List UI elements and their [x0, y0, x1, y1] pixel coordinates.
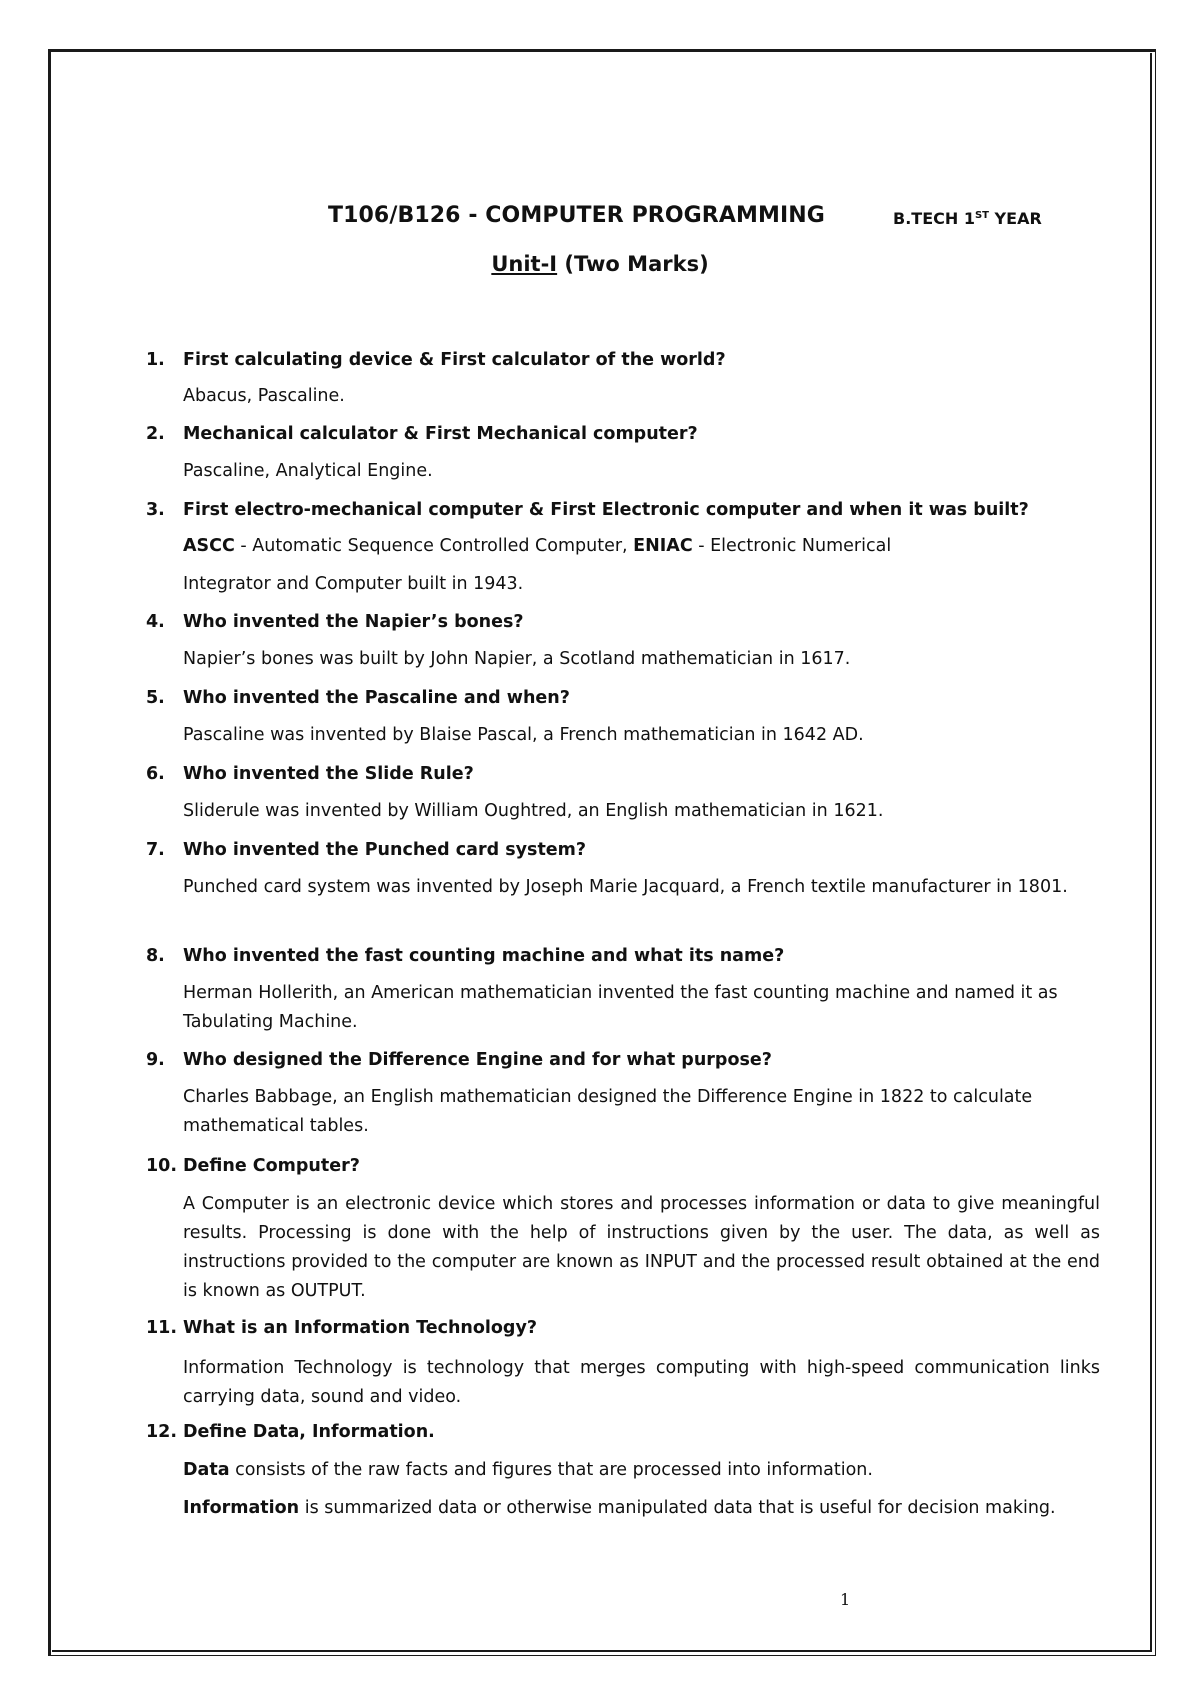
question-text: Mechanical calculator & First Mechanical computer? — [183, 424, 698, 444]
question-4 — [146, 612, 524, 632]
question-9 — [146, 1050, 772, 1070]
unit-label: Unit-I — [491, 252, 558, 276]
question-8 — [146, 946, 784, 966]
question-number: 6. — [146, 764, 165, 784]
question-number: 12. — [146, 1422, 178, 1442]
question-number: 8. — [146, 946, 165, 966]
question-text: First electro-mechanical computer & First Electronic computer and when it was built? — [183, 500, 1029, 520]
question-text: Define Computer? — [183, 1156, 360, 1176]
question-number: 1. — [146, 350, 165, 370]
course-title: T106/B126 - COMPUTER PROGRAMMING — [328, 203, 825, 228]
question-6 — [146, 764, 474, 784]
answer-3-line-2: Integrator and Computer built in 1943. — [183, 574, 524, 594]
answer-text: - Electronic Numerical — [692, 536, 892, 556]
question-number: 5. — [146, 688, 165, 708]
question-number: 7. — [146, 840, 165, 860]
question-number: 4. — [146, 612, 165, 632]
question-number: 10. — [146, 1156, 178, 1176]
answer-term: Information — [183, 1498, 300, 1518]
question-1 — [146, 350, 726, 370]
question-11 — [146, 1318, 537, 1338]
unit-suffix: (Two Marks) — [557, 252, 709, 276]
question-text: Who invented the Slide Rule? — [183, 764, 474, 784]
answer-11: Information Technology is technology that merges computing with high-speed communication links carrying data, sound and video. — [183, 1358, 1100, 1407]
question-text: Who invented the Pascaline and when? — [183, 688, 570, 708]
page-number: 1 — [840, 1590, 851, 1609]
answer-10: A Computer is an electronic device which stores and processes information or data to give meaningful results. Processing is done with the help of instructions given by the user. The data, as well as instructions provided to the computer are known as INPUT and the processed result obtained at the end is known as OUTPUT. — [183, 1194, 1100, 1301]
year-prefix: B.TECH 1 — [893, 209, 975, 228]
question-text: Who invented the Punched card system? — [183, 840, 587, 860]
question-number: 9. — [146, 1050, 165, 1070]
answer-text: is summarized data or otherwise manipulated data that is useful for decision making. — [299, 1498, 1056, 1518]
answer-term: ASCC — [183, 536, 235, 556]
answer-12-information — [183, 1494, 1100, 1523]
answer-12-data — [183, 1456, 1100, 1485]
question-number: 2. — [146, 424, 165, 444]
question-text: Who invented the fast counting machine and what its name? — [183, 946, 785, 966]
answer-3 — [183, 532, 1100, 561]
answer-2: Pascaline, Analytical Engine. — [183, 461, 433, 481]
question-text: What is an Information Technology? — [183, 1318, 538, 1338]
answer-text: consists of the raw facts and figures that are processed into information. — [229, 1460, 873, 1480]
question-text: Who invented the Napier’s bones? — [183, 612, 524, 632]
year-superscript: ST — [974, 210, 989, 221]
answer-4: Napier’s bones was built by John Napier, a Scotland mathematician in 1617. — [183, 649, 851, 669]
question-number: 3. — [146, 500, 165, 520]
answer-9: Charles Babbage, an English mathematician designed the Difference Engine in 1822 to calculate mathematical tables. — [183, 1087, 1033, 1136]
question-2 — [146, 424, 698, 444]
answer-1: Abacus, Pascaline. — [183, 386, 345, 406]
question-3 — [146, 500, 1029, 520]
answer-term: Data — [183, 1460, 230, 1480]
answer-term: ENIAC — [633, 536, 693, 556]
answer-5: Pascaline was invented by Blaise Pascal, a French mathematician in 1642 AD. — [183, 725, 864, 745]
question-5 — [146, 688, 570, 708]
question-text: First calculating device & First calculator of the world? — [183, 350, 726, 370]
year-suffix: YEAR — [988, 209, 1042, 228]
question-text: Who designed the Difference Engine and for what purpose? — [183, 1050, 772, 1070]
question-12 — [146, 1422, 435, 1442]
question-text: Define Data, Information. — [183, 1422, 435, 1442]
answer-text: - Automatic Sequence Controlled Computer, — [234, 536, 634, 556]
question-7 — [146, 840, 586, 860]
answer-7: Punched card system was invented by Joseph Marie Jacquard, a French textile manufacturer in 1801. — [183, 877, 1068, 897]
answer-6: Sliderule was invented by William Oughtred, an English mathematician in 1621. — [183, 801, 884, 821]
question-number: 11. — [146, 1318, 178, 1338]
question-10 — [146, 1156, 360, 1176]
answer-8: Herman Hollerith, an American mathematician invented the fast counting machine and named it as Tabulating Machine. — [183, 983, 1058, 1032]
